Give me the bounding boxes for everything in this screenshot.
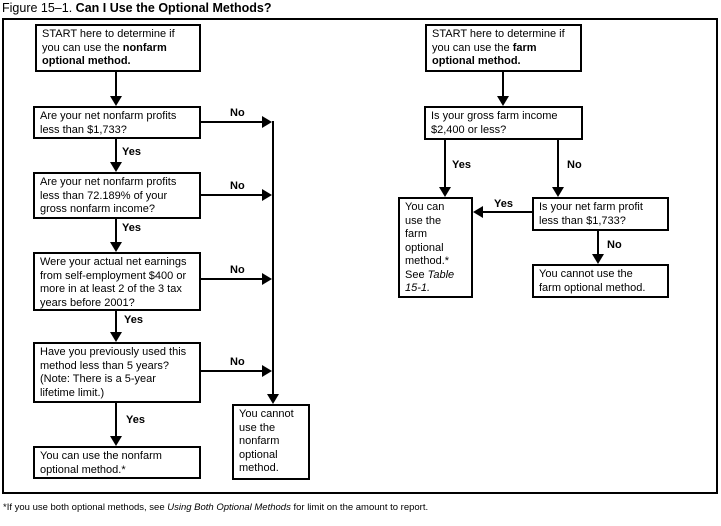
footnote [3,502,428,514]
nonfarm-q-earnings-line1: Were your actual net earnings [40,256,187,268]
farm-q-income-line1: Is your gross farm income [431,110,558,122]
nonfarm-q-percent-line1: Are your net nonfarm profits [40,176,177,188]
nonfarm-can-line2: optional method.* [40,463,126,476]
yes-label: Yes [452,159,471,171]
nonfarm-start-line2-normal: you can use the [42,41,123,54]
nonfarm-can-box [33,446,201,479]
yes-label: Yes [122,222,141,234]
nonfarm-yes1-connector [115,139,117,162]
farm-start-line2-normal: you can use the [432,41,513,54]
nonfarm-q-percent-line3: gross nonfarm income? [40,203,155,215]
nonfarm-cannot-line4: optional [239,448,278,461]
arrow-down-icon [110,242,122,252]
nonfarm-cannot-line3: nonfarm [239,435,280,447]
nonfarm-cannot-line1: You cannot [239,408,294,420]
nonfarm-q-profits-line2: less than $1,733? [40,123,127,136]
farm-q-profit-line1: Is your net farm profit [539,201,643,213]
farm-yes2-connector [483,211,532,213]
nonfarm-q-used-line2: method less than 5 years? [40,359,170,372]
arrow-right-icon [262,189,272,201]
arrow-right-icon [262,116,272,128]
yes-label: Yes [122,146,141,158]
farm-yes1-connector [444,140,446,187]
nonfarm-q-used-line1: Have you previously used this [40,346,187,358]
arrow-down-icon [592,254,604,264]
nonfarm-start-connector [115,72,117,96]
nonfarm-q-profits-line1: Are your net nonfarm profits [40,110,177,122]
arrow-down-icon [439,187,451,197]
nonfarm-cannot-box [232,404,310,480]
yes-label: Yes [126,414,145,426]
nonfarm-q-earnings-line4: years before 2001? [40,296,135,309]
farm-start-line2 [432,42,577,56]
footnote-post: for limit on the amount to report. [290,502,429,513]
no-label: No [607,239,622,251]
farm-no1-connector [557,140,559,187]
farm-can-line5: method.* [405,255,450,267]
arrow-down-icon [110,436,122,446]
nonfarm-no2-connector [201,194,262,196]
farm-no2-connector [597,231,599,254]
nonfarm-start-line2 [42,42,196,56]
nonfarm-start-line1: START here to determine if [42,28,175,40]
farm-q-income-box [424,106,583,140]
nonfarm-q-used-line3: (Note: There is a 5-year [40,373,156,385]
figure-number: Figure 15–1. [2,1,76,15]
nonfarm-start-box [35,24,201,72]
nonfarm-yes2-connector [115,219,117,242]
no-label: No [567,159,582,171]
farm-cannot-line2: farm optional method. [539,281,646,294]
nonfarm-q-profits-box [33,106,201,139]
farm-can-line1: You can [405,201,445,213]
arrow-down-icon [110,162,122,172]
nonfarm-cannot-line2: use the [239,421,276,434]
farm-q-income-line2: $2,400 or less? [431,123,507,136]
nonfarm-q-earnings-box [33,252,201,311]
nonfarm-q-earnings-line2: from self-employment $400 or [40,269,187,282]
arrow-right-icon [262,365,272,377]
nonfarm-no1-connector [201,121,262,123]
nonfarm-q-used-line4: lifetime limit.) [40,386,105,399]
nonfarm-no3-connector [201,278,262,280]
farm-start-line1: START here to determine if [432,28,565,40]
nonfarm-start-line3: optional method. [42,55,131,67]
arrow-down-icon [552,187,564,197]
farm-can-line6-italic: Table [427,268,455,281]
yes-label: Yes [494,198,513,210]
nonfarm-can-line1: You can use the nonfarm [40,450,162,462]
farm-can-line4: optional [405,241,444,254]
farm-can-line6 [405,269,468,283]
no-label: No [230,264,245,276]
figure-title [2,0,272,16]
arrow-left-icon [473,206,483,218]
farm-cannot-box [532,264,669,298]
farm-can-box [398,197,473,298]
arrow-down-icon [110,96,122,106]
footnote-pre: *If you use both optional methods, see [3,502,168,513]
no-label: No [230,107,245,119]
farm-start-connector [502,72,504,96]
farm-can-line2: use the [405,214,442,227]
no-label: No [230,180,245,192]
arrow-down-icon [267,394,279,404]
nonfarm-no-collector-line [272,121,274,394]
farm-cannot-line1: You cannot use the [539,268,633,280]
nonfarm-q-percent-line2: less than 72.189% of your [40,189,168,202]
nonfarm-cannot-line5: method. [239,462,279,474]
nonfarm-no4-connector [201,370,262,372]
no-label: No [230,356,245,368]
farm-can-line6-normal: See [405,268,428,281]
nonfarm-q-used-box [33,342,201,403]
yes-label: Yes [124,314,143,326]
nonfarm-q-earnings-line3: more in at least 2 of the 3 tax [40,283,182,295]
farm-start-line3: optional method. [432,55,521,67]
farm-can-line7: 15-1. [405,282,431,294]
nonfarm-q-percent-box [33,172,201,219]
nonfarm-start-line2-bold: nonfarm [122,41,167,54]
farm-start-box [425,24,582,72]
nonfarm-yes4-connector [115,403,117,436]
footnote-reference: Using Both Optional Methods [167,502,291,513]
farm-start-line2-bold: farm [512,41,537,54]
nonfarm-yes3-connector [115,311,117,332]
arrow-right-icon [262,273,272,285]
farm-can-line3: farm [405,228,427,240]
farm-q-profit-box [532,197,669,231]
arrow-down-icon [110,332,122,342]
figure-title-text: Can I Use the Optional Methods? [75,1,272,15]
arrow-down-icon [497,96,509,106]
farm-q-profit-line2: less than $1,733? [539,214,626,227]
